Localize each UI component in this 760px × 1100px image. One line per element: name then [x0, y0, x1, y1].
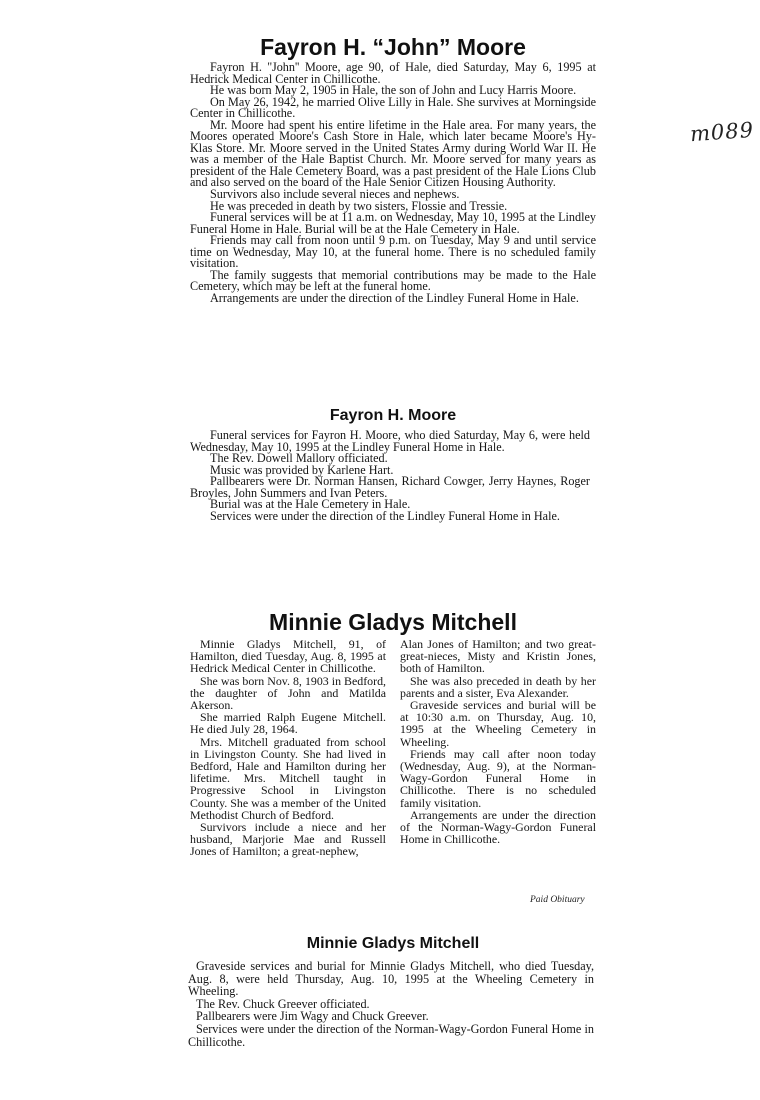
- handwritten-note: m089: [689, 117, 755, 147]
- paragraph: Arrangements are under the direction of the Norman-Wagy-Gordon Funeral Home in Chillicothe.: [400, 807, 596, 847]
- obituary-title: Minnie Gladys Mitchell: [306, 935, 480, 952]
- paragraph: Survivors include a niece and her husband, Marjorie Mae and Russell Jones of Hamilton; a great-nephew,: [190, 820, 386, 859]
- right-column: [400, 638, 596, 845]
- obituary-title: Minnie Gladys Mitchell: [269, 609, 517, 635]
- paragraph-continuation: Alan Jones of Hamilton; and two great-great-nieces, Misty and Kristin Jones, both of Hamilton.: [400, 637, 596, 676]
- paragraph: The Rev. Chuck Greever officiated.: [196, 996, 370, 1011]
- paragraph: Music was provided by Karlene Hart.: [210, 462, 394, 477]
- left-column: [190, 638, 386, 858]
- paragraph: The family suggests that memorial contributions may be made to the Hale Cemetery, which may be left at the funeral home.: [190, 267, 596, 294]
- paragraph: Arrangements are under the direction of the Lindley Funeral Home in Hale.: [210, 290, 579, 305]
- paragraph: Pallbearers were Jim Wagy and Chuck Greever.: [196, 1009, 429, 1024]
- paragraph: Friends may call from noon until 9 p.m. on Tuesday, May 9 and until service time on Wednesday, May 10, at the funeral home. There is no scheduled family visitation.: [190, 233, 596, 271]
- paragraph: Graveside services and burial will be at 10:30 a.m. on Thursday, Aug. 10, 1995 at the Wheeling Cemetery in Wheeling.: [400, 698, 596, 749]
- obituary-body: [188, 960, 594, 1048]
- obituary-body: [190, 62, 596, 304]
- paragraph: Friends may call after noon today (Wednesday, Aug. 9), at the Norman-Wagy-Gordon Funeral Home in Chillicothe. There is no scheduled family visitation.: [400, 746, 596, 810]
- paragraph: Pallbearers were Dr. Norman Hansen, Richard Cowger, Jerry Haynes, Roger Broyles, John Summers and Ivan Peters.: [190, 474, 590, 500]
- paragraph: Minnie Gladys Mitchell, 91, of Hamilton, died Tuesday, Aug. 8, 1995 at Hedrick Medical Center in Chillicothe.: [190, 637, 386, 676]
- paragraph: The Rev. Dowell Mallory officiated.: [210, 451, 388, 466]
- paragraph: Services were under the direction of the Norman-Wagy-Gordon Funeral Home in Chillicothe.: [188, 1021, 594, 1049]
- paragraph: On May 26, 1942, he married Olive Lilly in Hale. She survives at Morningside Center in Chillicothe.: [190, 94, 596, 121]
- paid-obituary-label: Paid Obituary: [530, 895, 585, 905]
- paragraph: Funeral services for Fayron H. Moore, who died Saturday, May 6, were held Wednesday, May 10, 1995 at the Lindley Funeral Home in Hale.: [190, 428, 590, 454]
- paragraph: He was born May 2, 1905 in Hale, the son of John and Lucy Harris Moore.: [210, 83, 577, 98]
- obituary-title: Fayron H. “John” Moore: [260, 34, 526, 60]
- paragraph: She married Ralph Eugene Mitchell. He died July 28, 1964.: [190, 710, 386, 737]
- paragraph: Survivors also include several nieces and nephews.: [210, 187, 460, 202]
- paragraph: She was born Nov. 8, 1903 in Bedford, the daughter of John and Matilda Akerson.: [190, 673, 386, 713]
- paragraph: Funeral services will be at 11 a.m. on Wednesday, May 10, 1995 at the Lindley Funeral Home in Hale. Burial will be at the Hale Cemetery in Hale.: [190, 210, 596, 236]
- paragraph: Services were under the direction of the Lindley Funeral Home in Hale.: [210, 508, 560, 523]
- paragraph: Fayron H. ''John'' Moore, age 90, of Hale, died Saturday, May 6, 1995 at Hedrick Medical Center in Chillicothe.: [190, 60, 596, 86]
- paragraph: Mr. Moore had spent his entire lifetime in the Hale area. For many years, the Moores operated Moore's Cash Store in Hale, which later became Moore's Hy-Klas Store. Mr. Moore served in the United States Army during World War II. He was a member of the Hale Baptist Church. Mr. Moore served for many years as president of the Hale Cemetery Board, was a past president of the Hale Lions Club and also served on the board of the Hale Senior Citizen Housing Authority.: [190, 117, 596, 190]
- paragraph: Graveside services and burial for Minnie Gladys Mitchell, who died Tuesday, Aug. 8, were held Thursday, Aug. 10, 1995 at the Wheeling Cemetery in Wheeling.: [188, 959, 594, 999]
- obituary-body: [190, 430, 590, 522]
- paragraph: Mrs. Mitchell graduated from school in Livingston County. She had lived in Bedford, Hale and Hamilton during her lifetime. Mrs. Mitchell taught in Progressive School in Livingston County. She was a member of the United Methodist Church of Bedford.: [190, 734, 386, 822]
- paragraph: He was preceded in death by two sisters, Flossie and Tressie.: [210, 198, 508, 213]
- paragraph: Burial was at the Hale Cemetery in Hale.: [210, 497, 411, 512]
- paragraph: She was also preceded in death by her parents and a sister, Eva Alexander.: [400, 673, 596, 700]
- obituary-title: Fayron H. Moore: [329, 407, 457, 424]
